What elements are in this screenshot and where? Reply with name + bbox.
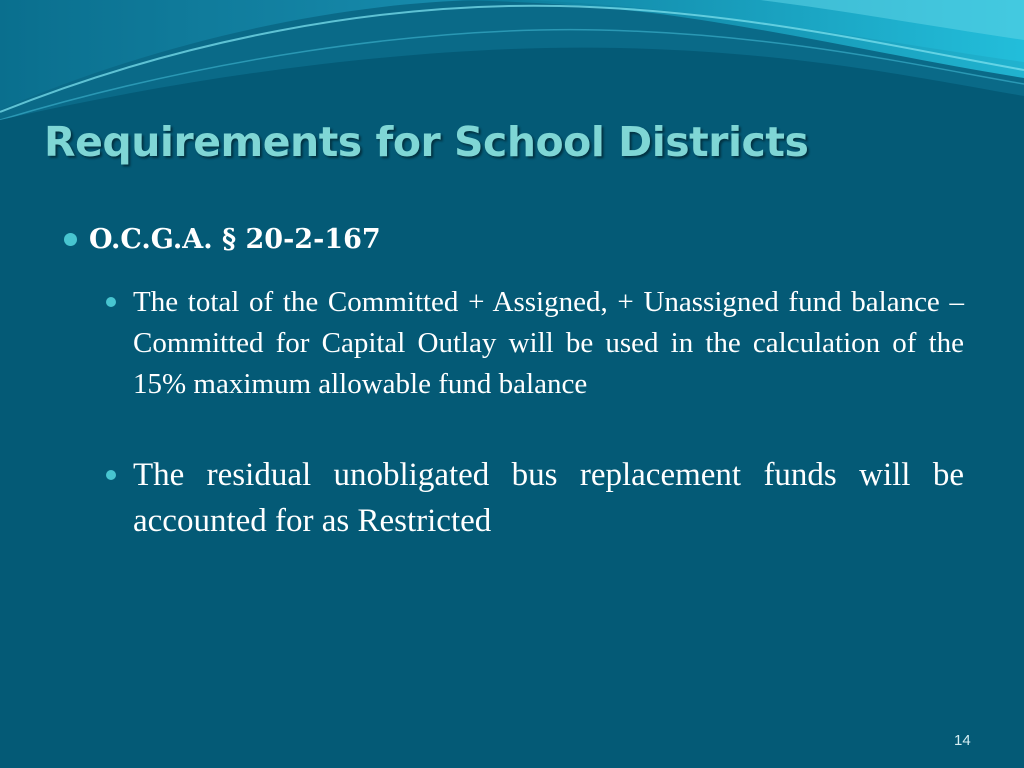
bullet-dot-icon [106,470,116,480]
subbullet-bus-replacement [106,452,964,544]
bullet-statute [64,224,381,255]
subbullet-fund-balance [106,282,964,405]
subbullet-fund-balance-text: The total of the Committed + Assigned, + Unassigned fund balance – Committed for Capital Outlay will be used in the calculation of the 15% maximum allowable fund balance [133,286,964,400]
slide-page-number: 14 [954,732,971,749]
subbullet-bus-replacement-text: The residual unobligated bus replacement funds will be accounted for as Restricted [133,457,964,539]
bullet-dot-icon [64,233,77,246]
bullet-dot-icon [106,297,116,307]
slide-title: Requirements for School Districts [44,118,809,166]
header-wave-decoration [0,0,1024,120]
bullet-statute-text: O.C.G.A. § 20-2-167 [89,224,381,255]
